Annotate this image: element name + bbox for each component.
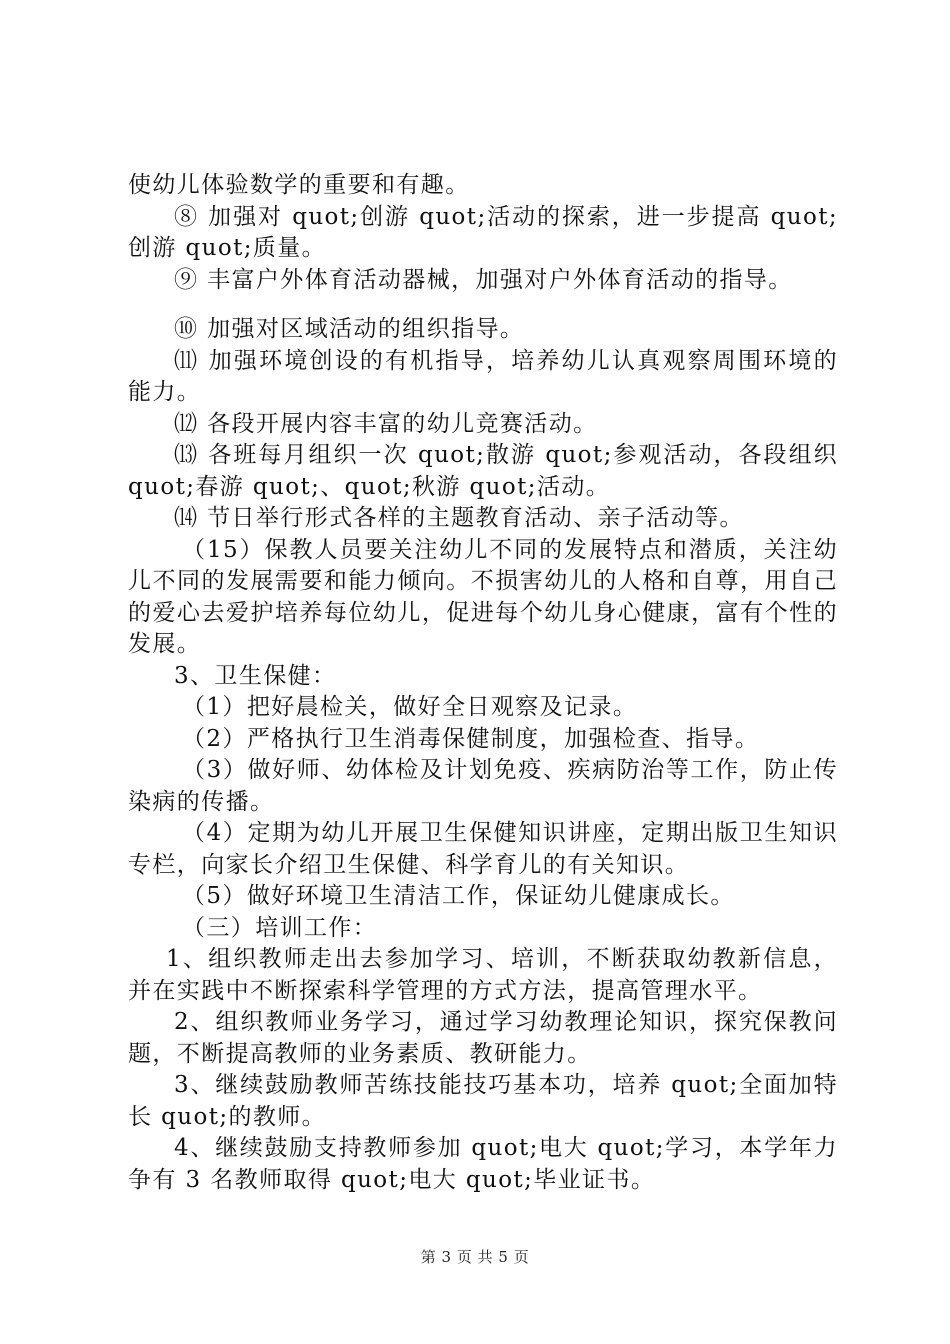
paragraph: ⑾ 加强环境创设的有机指导，培养幼儿认真观察周围环境的能力。 (128, 347, 838, 405)
paragraph: （3）做好师、幼体检及计划免疫、疾病防治等工作，防止传染病的传播。 (128, 757, 838, 815)
paragraph: 4、继续鼓励支持教师参加 quot;电大 quot;学习，本学年力争有 3 名教师取得 quot;电大 quot;毕业证书。 (128, 1135, 838, 1193)
section-heading: （三）培训工作： (182, 914, 378, 941)
paragraph: ⑧ 加强对 quot;创游 quot;活动的探索，进一步提高 quot;创游 quot;质量。 (128, 203, 838, 261)
paragraph: ⒁ 节日举行形式各样的主题教育活动、亲子活动等。 (174, 505, 744, 531)
paragraph: （4）定期为幼儿开展卫生保健知识讲座，定期出版卫生知识专栏，向家长介绍卫生保健、科学育儿的有关知识。 (128, 820, 838, 878)
page-footer: 第 3 页 共 5 页 (420, 1248, 530, 1266)
paragraph: （1）把好晨检关，做好全日观察及记录。 (182, 694, 638, 720)
paragraph: （2）严格执行卫生消毒保健制度，加强检查、指导。 (182, 725, 760, 752)
paragraph: （15）保教人员要关注幼儿不同的发展特点和潜质，关注幼儿不同的发展需要和能力倾向。不损害幼儿的人格和自尊，用自己的爱心去爱护培养每位幼儿，促进每个幼儿身心健康，富有个性的发展。 (128, 536, 838, 657)
paragraph: ⑨ 丰富户外体育活动器械，加强对户外体育活动的指导。 (174, 266, 793, 293)
paragraph: 1、组织教师走出去参加学习、培训，不断获取幼教新信息，并在实践中不断探索科学管理的方式方法，提高管理水平。 (128, 946, 838, 1004)
paragraph: ⑿ 各段开展内容丰富的幼儿竞赛活动。 (174, 410, 598, 437)
section-heading: 3、卫生保健： (174, 662, 337, 689)
paragraph: （5）做好环境卫生清洁工作，保证幼儿健康成长。 (182, 883, 735, 909)
paragraph: ⑩ 加强对区域活动的组织指导。 (174, 316, 525, 342)
paragraph: 3、继续鼓励教师苦练技能技巧基本功，培养 quot;全面加特长 quot;的教师。 (128, 1072, 838, 1130)
document-body (128, 170, 838, 1196)
paragraph: 使幼儿体验数学的重要和有趣。 (128, 172, 470, 198)
paragraph: 2、组织教师业务学习，通过学习幼教理论知识，探究保教问题，不断提高教师的业务素质、教研能力。 (128, 1009, 838, 1067)
paragraph: ⒀ 各班每月组织一次 quot;散游 quot;参观活动，各段组织 quot;春游 quot;、quot;秋游 quot;活动。 (128, 442, 838, 500)
